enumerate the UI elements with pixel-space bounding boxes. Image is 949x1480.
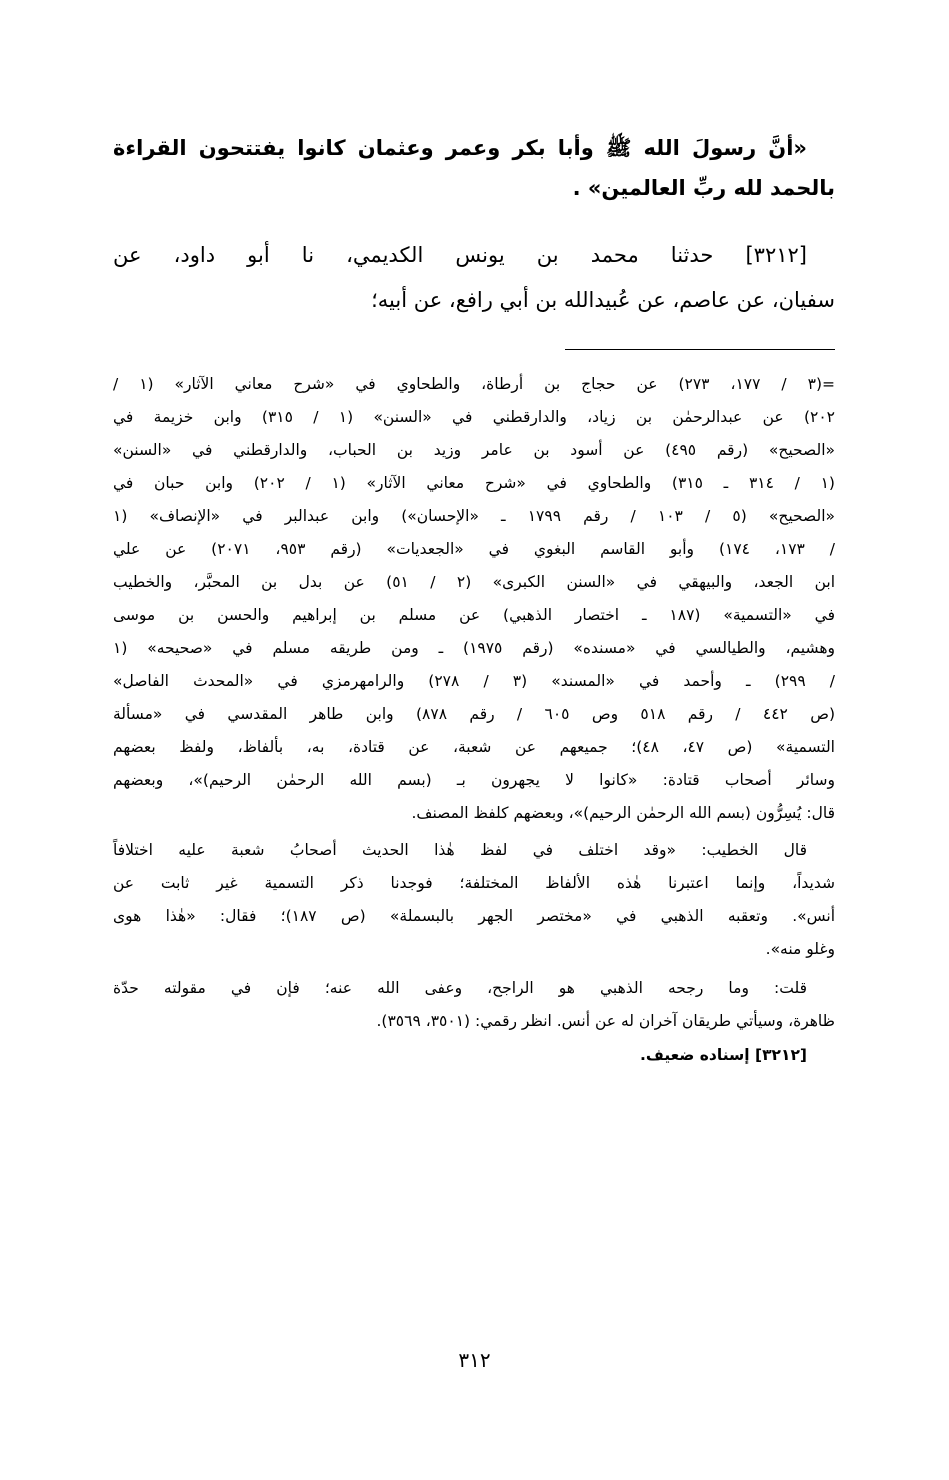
footnote-line: قال الخطيب: «وقد اختلف في لفظ هٰذا الحديث أصحابُ شعبة عليه اختلافاً <box>113 841 807 859</box>
footnote-line: ٢٠٢) عن عبدالرحمٰن بن زياد، والدارقطني في «السنن» (١ / ٣١٥) وابن خزيمة في <box>113 408 836 426</box>
footnote-line: «الصحيح» (٥ / ١٠٣ / رقم ١٧٩٩ ـ «الإحسان») وابن عبدالبر في «الإنصاف» (١ <box>113 507 836 525</box>
footnote-line: «الصحيح» (رقم ٤٩٥) عن أسود بن عامر وزيد بن الحباب، والدارقطني في «السنن» <box>113 441 835 459</box>
footnote-line: أنس». وتعقبه الذهبي في «مختصر الجهر بالبسملة» (ص ١٨٧)؛ فقال: «هٰذا هوى <box>113 907 836 925</box>
footnote-line: وغلو منه». <box>765 940 835 958</box>
footnote-line: التسمية» (ص ٤٧، ٤٨)؛ جميعهم عن شعبة، عن قتادة، به، بألفاظ، ولفظ بعضهم <box>113 738 835 756</box>
hadith-line: [٣٢١٢] حدثنا محمد بن يونس الكديمي، نا أبو داود، عن <box>113 243 807 267</box>
footnote-line: قال: يُسِرُّون (بسم الله الرحمٰن الرحيم)»، وبعضهم كلفظ المصنف. <box>411 804 835 822</box>
footnote-line: ظاهرة، وسيأتي طريقان آخران له عن أنس. انظر رقمي: (٣٥٠١، ٣٥٦٩). <box>376 1012 835 1030</box>
footnote-line: ابن الجعد، والبيهقي في «السنن الكبرى» (٢ / ٥١) عن بدل بن المحبَّر، والخطيب <box>113 573 835 591</box>
footnote-line: في «التسمية» (١٨٧ ـ اختصار الذهبي) عن مسلم بن إبراهيم والحسن بن موسى <box>113 606 835 624</box>
hadith-line: سفيان، عن عاصم، عن عُبيدالله بن أبي رافع، عن أبيه؛ <box>371 288 835 312</box>
footnote-line: / ٢٩٩) ـ وأحمد في «المسند» (٣ / ٢٧٨) والرامهرمزي في «المحدث الفاصل» <box>113 672 836 690</box>
footnote-line: =(٣ / ١٧٧، ٢٧٣) عن حجاج بن أرطاة، والطحاوي في «شرح معاني الآثار» (١ / <box>113 375 835 393</box>
footnote-line: قلت: وما رجحه الذهبي هو الراجح، وعفى الله عنه؛ فإن في مقولته حدّة <box>113 979 807 997</box>
footnote-line: شديداً، وإنما اعتبرنا هٰذه الألفاظ المختلفة؛ فوجدنا ذكر التسمية غير ثابت عن <box>113 874 835 892</box>
quote-line: بالحمد لله ربِّ العالمين» . <box>572 176 835 200</box>
footnote-separator <box>565 349 835 350</box>
hadith-grade: [٣٢١٢] إسناده ضعيف. <box>639 1046 807 1064</box>
footnote-line: / ١٧٣، ١٧٤) وأبو القاسم البغوي في «الجعديات» (رقم ٩٥٣، ٢٠٧١) عن علي <box>113 540 836 558</box>
footnote-line: وهشيم، والطيالسي في «مسنده» (رقم ١٩٧٥) ـ ومن طريقه مسلم في «صحيحه» (١ <box>113 639 835 657</box>
footnote-line: (ص ٤٤٢ / رقم ٥١٨ وص ٦٠٥ / رقم ٨٧٨) وابن طاهر المقدسي في «مسألة <box>113 705 836 723</box>
footnote-line: (١ / ٣١٤ ـ ٣١٥) والطحاوي في «شرح معاني الآثار» (١ / ٢٠٢) وابن حبان في <box>113 474 835 492</box>
page-number: ٣١٢ <box>458 1348 491 1372</box>
footnote-line: وسائر أصحاب قتادة: «كانوا لا يجهرون بـ (بسم الله الرحمٰن الرحيم)»، وبعضهم <box>113 771 835 789</box>
quote-line: «أنَّ رسولَ الله ﷺ وأبا بكر وعمر وعثمان كانوا يفتتحون القراءة <box>113 136 807 160</box>
